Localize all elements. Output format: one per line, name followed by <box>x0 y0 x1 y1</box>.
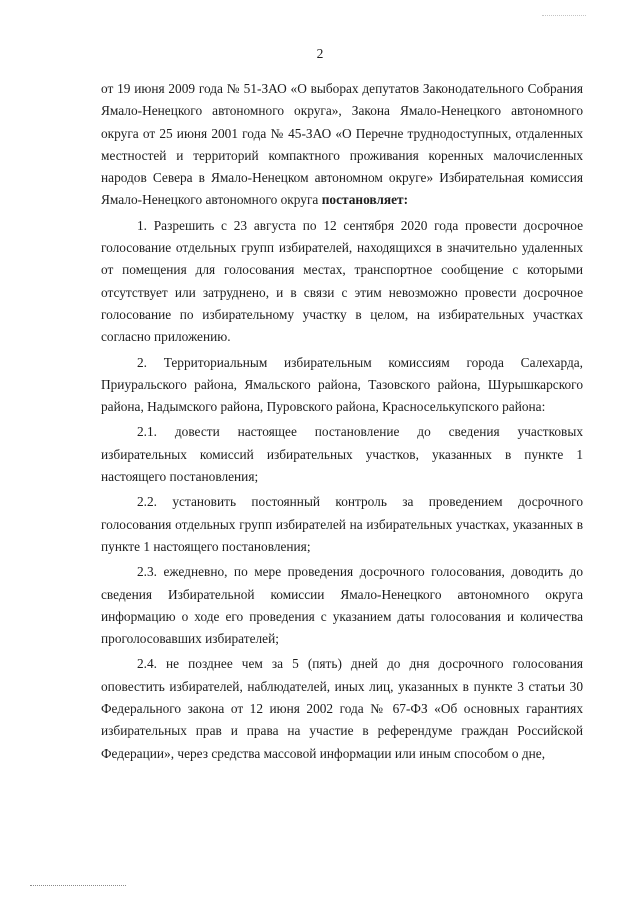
page-number: 2 <box>316 46 324 61</box>
document-body <box>101 78 583 765</box>
paragraph-2-1: 2.1. довести настоящее постановление до сведения участковых избирательных комиссий избирательных участков, указанных в пункте 1 настоящего постановления; <box>101 424 583 485</box>
paragraph-2-4: 2.4. не позднее чем за 5 (пять) дней до дня досрочного голосования оповестить избирателей, наблюдателей, иных лиц, указанных в пункте 3 статьи 30 Федерального закона от 12 июня 2002 года № 67-ФЗ «Об основных гарантиях избирательных прав и права на участие в референдуме граждан Российской Федерации», через средства массовой информации или иным способом о дне, <box>101 656 583 761</box>
paragraph-2-3: 2.3. ежедневно, по мере проведения досрочного голосования, доводить до сведения Избирательной комиссии Ямало-Ненецкого автономного округа информацию о ходе его проведения с указанием даты голосования и количества проголосовавших избирателей; <box>101 564 583 647</box>
intro-paragraph <box>101 78 583 212</box>
resolution-keyword: постановляет: <box>321 192 409 208</box>
scan-bottom-mark <box>30 885 126 886</box>
scan-corner-mark <box>542 15 586 16</box>
paragraph-2-2: 2.2. установить постоянный контроль за проведением досрочного голосования отдельных групп избирателей на избирательных участках, указанных в пункте 1 настоящего постановления; <box>101 494 583 554</box>
intro-text: от 19 июня 2009 года № 51-ЗАО «О выборах депутатов Законодательного Собрания Ямало-Ненецкого автономного округа», Закона Ямало-Ненецкого автономного округа от 25 июня 2001 года № 45-ЗАО «О Перечне труднодоступных, отдаленных местностей и территорий компактного проживания коренных малочисленных народов Севера в Ямало-Ненецком автономном округе» Избирательная комиссия Ямало-Ненецкого автономного округа <box>101 81 583 208</box>
paragraph-1: 1. Разрешить с 23 августа по 12 сентября 2020 года провести досрочное голосование отдельных групп избирателей, находящихся в значительно удаленных от помещения для голосования местах, транспортное сообщение с которыми отсутствует или затруднено, и в связи с этим невозможно провести досрочное голосование по избирательному участку в целом, на избирательных участках согласно приложению. <box>101 217 583 345</box>
paragraph-2: 2. Территориальным избирательным комиссиям города Салехарда, Приуральского района, Ямальского района, Тазовского района, Шурышкарского района, Надымского района, Пуровского района, Красноселькупского района: <box>101 354 583 415</box>
